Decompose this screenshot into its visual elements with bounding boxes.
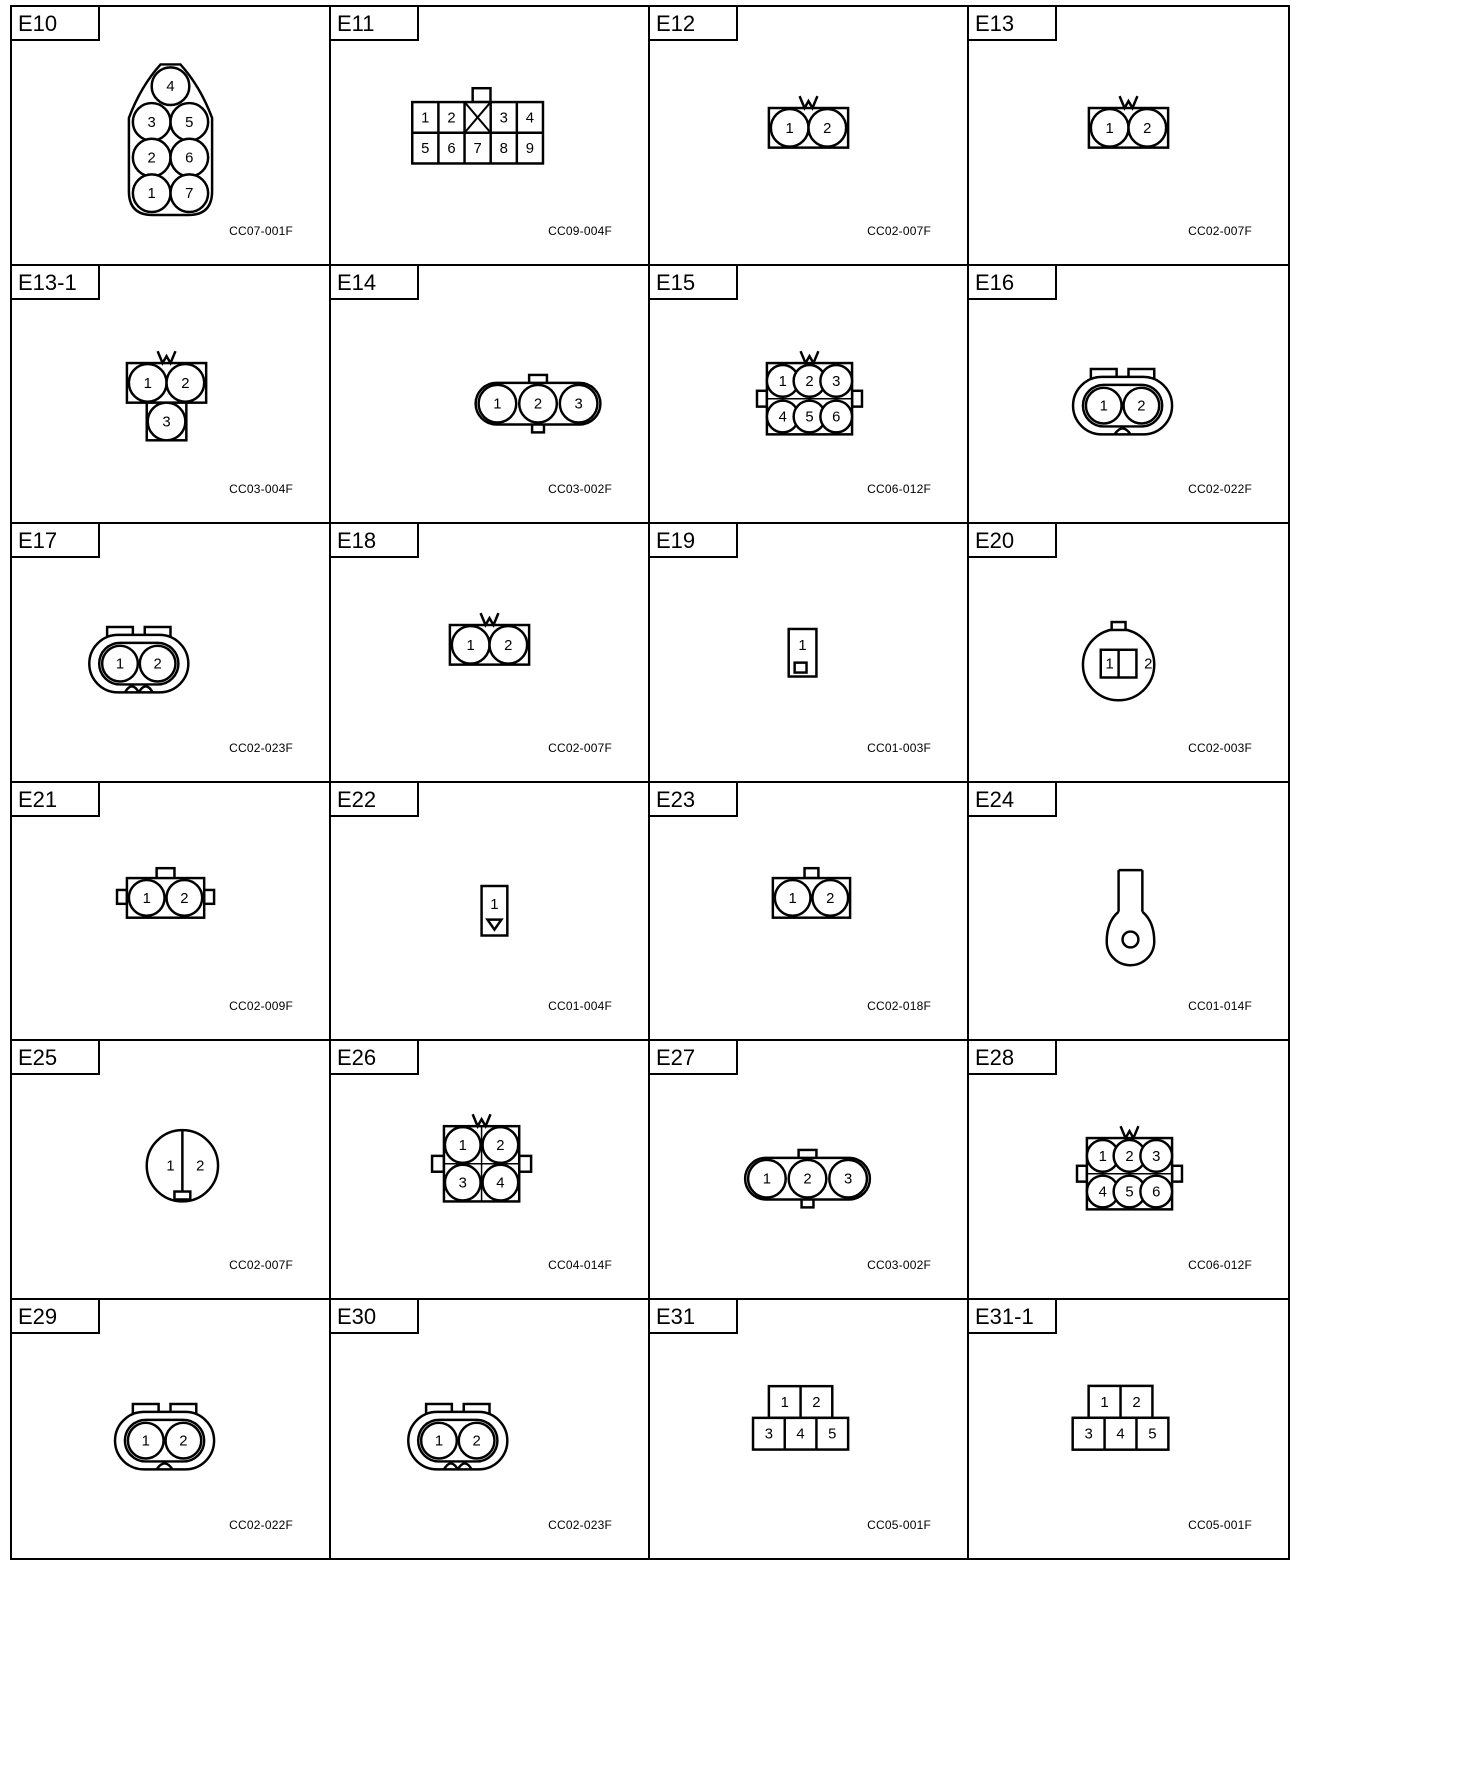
part-number-label: CC02-022F — [229, 1518, 293, 1532]
pin-number: 5 — [185, 114, 194, 131]
pin-number: 7 — [473, 141, 482, 158]
connector-face — [127, 351, 206, 440]
pin-number: 2 — [504, 637, 513, 654]
connector-cell — [331, 266, 650, 525]
pin-number: 1 — [115, 656, 125, 673]
connector-face — [1107, 870, 1155, 965]
pin-number: 7 — [185, 186, 194, 203]
pin-number: 1 — [434, 1433, 444, 1450]
pin-number: 1 — [1100, 1393, 1109, 1411]
connector-cell — [969, 783, 1288, 1042]
connector-id-label: E27 — [650, 1041, 738, 1075]
connector-id-label: E18 — [331, 524, 419, 558]
pin-number: 1 — [762, 1171, 772, 1188]
part-number-label: CC01-004F — [548, 999, 612, 1013]
pin-number: 1 — [780, 1394, 789, 1411]
pin-number: 4 — [496, 1175, 505, 1192]
part-number-label: CC02-007F — [1188, 223, 1252, 238]
pin-number: 1 — [143, 375, 152, 392]
pin-number: 4 — [1116, 1425, 1125, 1443]
connector-face — [757, 351, 862, 434]
pin-number: 1 — [1098, 1148, 1107, 1165]
part-number-label: CC02-007F — [229, 1257, 293, 1272]
connector-face — [147, 1130, 218, 1201]
pin-number: 3 — [499, 110, 508, 127]
part-number-label: CC02-003F — [1188, 740, 1252, 755]
connector-cell — [650, 524, 969, 783]
pin-number: 2 — [803, 1171, 812, 1188]
part-number-label: CC02-023F — [548, 1518, 612, 1532]
connector-face — [115, 1403, 214, 1468]
connector-cell — [12, 7, 331, 266]
connector-id-label: E26 — [331, 1041, 419, 1075]
pin-number: 5 — [828, 1426, 837, 1443]
connector-id-label: E11 — [331, 7, 419, 41]
pin-number: 2 — [196, 1158, 205, 1175]
pin-number: 4 — [1098, 1184, 1107, 1201]
pin-number: 1 — [1105, 120, 1114, 137]
connector-cell — [331, 1041, 650, 1300]
connector-face — [1073, 1385, 1169, 1449]
connector-id-label: E24 — [969, 783, 1057, 817]
connector-face — [745, 1150, 870, 1207]
part-number-label: CC02-018F — [867, 999, 931, 1013]
connector-face — [1089, 96, 1168, 147]
part-number-label: CC01-003F — [867, 740, 931, 755]
part-number-label: CC02-007F — [867, 223, 931, 238]
pin-number: 5 — [1125, 1184, 1134, 1201]
connector-id-label: E17 — [12, 524, 100, 558]
pin-number: 1 — [785, 120, 794, 137]
connector-face — [1077, 1126, 1182, 1209]
pin-number: 3 — [832, 373, 841, 390]
pin-number: 2 — [180, 890, 189, 907]
pin-number: 6 — [1152, 1184, 1161, 1201]
part-number-label: CC04-014F — [548, 1257, 612, 1272]
pin-number: 2 — [181, 375, 190, 392]
pin-number: 2 — [1132, 1393, 1141, 1411]
part-number-label: CC02-007F — [548, 740, 612, 755]
connector-id-label: E19 — [650, 524, 738, 558]
connector-cell — [969, 7, 1288, 266]
pin-number: 1 — [466, 637, 475, 654]
pin-number: 8 — [499, 141, 508, 158]
connector-id-label: E31-1 — [969, 1300, 1057, 1334]
part-number-label: CC09-004F — [548, 223, 612, 238]
connector-id-label: E28 — [969, 1041, 1057, 1075]
pin-number: 3 — [1084, 1425, 1093, 1443]
connector-id-label: E16 — [969, 266, 1057, 300]
pin-number: 1 — [798, 637, 807, 654]
pin-number: 1 — [490, 896, 499, 913]
part-number-label: CC03-004F — [229, 482, 293, 496]
connector-cell — [969, 524, 1288, 783]
connector-grid — [10, 5, 1290, 1560]
part-number-label: CC06-012F — [867, 482, 931, 496]
pin-number: 2 — [147, 150, 156, 167]
connector-id-label: E10 — [12, 7, 100, 41]
part-number-label: CC07-001F — [229, 223, 293, 238]
connector-cell — [969, 1300, 1288, 1559]
connector-face — [89, 627, 188, 692]
part-number-label: CC02-023F — [229, 740, 293, 755]
pin-number: 6 — [185, 150, 194, 167]
connector-id-label: E12 — [650, 7, 738, 41]
pin-number: 1 — [788, 890, 797, 907]
pin-number: 5 — [1148, 1425, 1157, 1443]
pin-number: 2 — [533, 396, 543, 413]
connector-id-label: E29 — [12, 1300, 100, 1334]
connector-id-label: E13-1 — [12, 266, 100, 300]
pin-number: 2 — [826, 890, 835, 907]
connector-face — [773, 868, 850, 918]
part-number-label: CC05-001F — [1188, 1518, 1252, 1532]
pin-number: 2 — [153, 656, 162, 673]
pin-number: 1 — [421, 110, 430, 127]
connector-id-label: E31 — [650, 1300, 738, 1334]
connector-cell — [650, 1041, 969, 1300]
pin-number: 4 — [525, 110, 535, 127]
pin-number: 3 — [162, 413, 171, 430]
connector-face — [1073, 368, 1172, 433]
pin-number: 6 — [832, 408, 841, 425]
part-number-label: CC03-002F — [867, 1257, 931, 1272]
pin-number: 1 — [778, 373, 787, 390]
connector-face — [476, 374, 601, 431]
pin-number: 1 — [493, 396, 502, 413]
connector-cell — [12, 266, 331, 525]
connector-cell — [650, 266, 969, 525]
connector-cell — [12, 1300, 331, 1559]
pin-number: 2 — [1125, 1148, 1134, 1165]
pin-number: 3 — [147, 114, 156, 131]
part-number-label: CC05-001F — [867, 1518, 931, 1532]
pin-number: 2 — [823, 120, 832, 137]
part-number-label: CC03-002F — [548, 482, 612, 496]
pin-number: 4 — [778, 408, 787, 425]
pin-number: 1 — [147, 186, 156, 203]
connector-cell — [650, 7, 969, 266]
connector-face — [129, 64, 212, 215]
pin-number: 2 — [179, 1433, 188, 1450]
pin-number: 5 — [421, 141, 430, 158]
pin-number: 1 — [458, 1137, 467, 1154]
connector-face — [789, 629, 817, 677]
pin-number: 9 — [525, 141, 535, 158]
pin-number: 5 — [805, 408, 814, 425]
connector-face — [482, 885, 508, 935]
connector-face — [753, 1386, 848, 1449]
connector-cell — [331, 524, 650, 783]
connector-id-label: E25 — [12, 1041, 100, 1075]
pin-number: 2 — [812, 1394, 821, 1411]
connector-face — [412, 88, 543, 163]
connector-face — [1083, 622, 1154, 700]
pin-number: 3 — [764, 1426, 774, 1443]
pin-number: 3 — [574, 396, 583, 413]
connector-face — [117, 868, 214, 918]
connector-id-label: E23 — [650, 783, 738, 817]
connector-cell — [12, 783, 331, 1042]
pin-number: 3 — [1152, 1148, 1161, 1165]
connector-cell — [12, 524, 331, 783]
connector-cell — [650, 1300, 969, 1559]
connector-cell — [650, 783, 969, 1042]
connector-face — [408, 1403, 507, 1468]
connector-face — [450, 613, 529, 664]
connector-cell — [331, 1300, 650, 1559]
connector-id-label: E20 — [969, 524, 1057, 558]
connector-cell — [969, 1041, 1288, 1300]
pin-number: 1 — [141, 1433, 150, 1450]
connector-face — [769, 96, 848, 147]
pin-number: 1 — [1099, 398, 1108, 415]
connector-id-label: E15 — [650, 266, 738, 300]
connector-cell — [12, 1041, 331, 1300]
pin-number: 1 — [1105, 656, 1114, 673]
connector-id-label: E14 — [331, 266, 419, 300]
connector-id-label: E21 — [12, 783, 100, 817]
pin-number: 2 — [1137, 398, 1146, 415]
pin-number: 2 — [447, 110, 456, 127]
connector-face — [432, 1114, 531, 1201]
pin-number: 6 — [447, 141, 456, 158]
connector-id-label: E22 — [331, 783, 419, 817]
connector-cell — [331, 7, 650, 266]
pin-number: 1 — [142, 890, 151, 907]
part-number-label: CC02-022F — [1188, 482, 1252, 496]
pin-number: 3 — [843, 1171, 853, 1188]
pin-number: 2 — [496, 1137, 505, 1154]
pin-number: 3 — [458, 1175, 467, 1192]
pin-number: 4 — [796, 1426, 805, 1443]
part-number-label: CC02-009F — [229, 999, 293, 1013]
connector-cell — [969, 266, 1288, 525]
connector-id-label: E13 — [969, 7, 1057, 41]
pin-number: 2 — [805, 373, 814, 390]
connector-id-label: E30 — [331, 1300, 419, 1334]
pin-number: 2 — [1144, 656, 1153, 673]
pin-number: 2 — [1143, 120, 1152, 137]
part-number-label: CC01-014F — [1188, 999, 1252, 1013]
pin-number: 1 — [166, 1158, 175, 1175]
part-number-label: CC06-012F — [1188, 1257, 1252, 1272]
pin-number: 2 — [472, 1433, 481, 1450]
connector-cell — [331, 783, 650, 1042]
pin-number: 4 — [166, 79, 175, 96]
